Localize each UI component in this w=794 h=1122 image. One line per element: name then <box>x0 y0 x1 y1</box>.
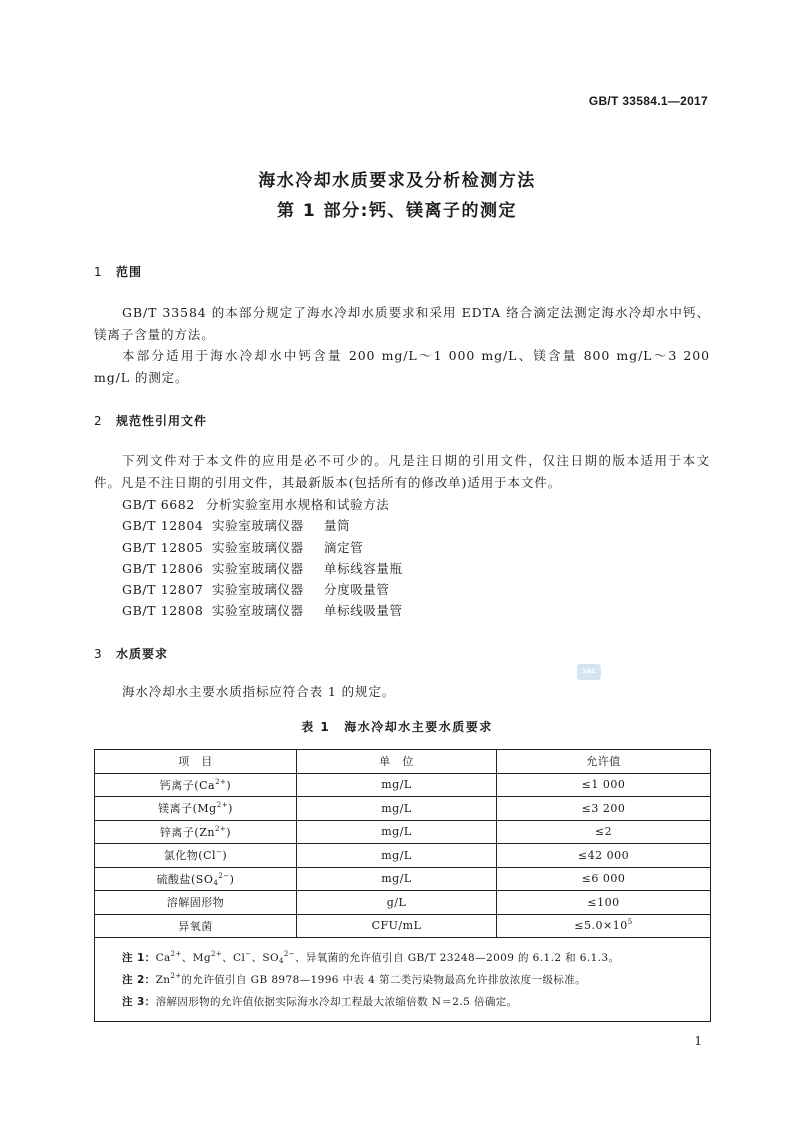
note-1 <box>122 947 710 969</box>
section-number: 2 <box>94 414 103 428</box>
cell-unit: mg/L <box>297 844 497 868</box>
item-superscript: 2− <box>218 871 230 880</box>
reference-item <box>122 580 390 598</box>
section-number: 1 <box>94 265 103 279</box>
cell-value <box>497 914 711 938</box>
document-subtitle: 第 1 部分:钙、镁离子的测定 <box>277 201 517 221</box>
item-suffix: ) <box>226 825 232 839</box>
table-row <box>95 867 711 891</box>
document-title: 海水冷却水质要求及分析检测方法 <box>258 171 536 191</box>
note-2 <box>122 969 710 991</box>
cell-item: 异氧菌 <box>95 914 297 938</box>
item-superscript: − <box>216 848 223 857</box>
table-notes <box>95 938 711 1022</box>
reference-name: 实验室玻璃仪器 <box>212 518 304 533</box>
reference-name: 实验室玻璃仪器 <box>212 582 304 597</box>
item-text: 氯化物(Cl <box>163 849 217 863</box>
reference-item <box>122 559 403 577</box>
table-row <box>95 891 711 915</box>
item-superscript: 2+ <box>215 777 227 786</box>
standard-code: GB/T 33584.1—2017 <box>588 94 708 108</box>
cell-value: ≤3 200 <box>497 797 711 821</box>
table-row <box>95 797 711 821</box>
column-header-item: 项 目 <box>95 750 297 774</box>
cell-item <box>95 867 297 891</box>
item-text: 锌离子(Zn <box>159 825 215 839</box>
table-caption <box>0 718 794 735</box>
reference-code: GB/T 12805 <box>122 540 204 555</box>
note-text: 溶解固形物的允许值依据实际海水冷却工程最大浓缩倍数 N＝2.5 倍确定。 <box>155 996 518 1008</box>
reference-name: 实验室玻璃仪器 <box>212 540 304 555</box>
cell-unit: CFU/mL <box>297 914 497 938</box>
reference-item <box>122 495 389 513</box>
note-label: 注 3： <box>122 996 156 1008</box>
cell-unit: mg/L <box>297 867 497 891</box>
table-row <box>95 820 711 844</box>
note-superscript: 2+ <box>170 950 182 958</box>
note-text: Zn <box>155 974 171 986</box>
note-text: 、Cl <box>222 952 246 964</box>
note-superscript: − <box>245 950 252 958</box>
water-quality-table <box>94 749 711 1022</box>
item-superscript: 2+ <box>216 801 229 810</box>
note-text: Ca <box>155 952 171 964</box>
reference-item <box>122 601 403 619</box>
cell-item <box>95 797 297 821</box>
note-superscript: 2− <box>283 950 295 958</box>
reference-code: GB/T 12808 <box>122 603 204 618</box>
cell-item <box>95 844 297 868</box>
sac-watermark-logo: SAC <box>577 664 601 680</box>
item-suffix: ) <box>228 802 233 816</box>
paragraph: 本部分适用于海水冷却水中钙含量 200 mg/L～1 000 mg/L、镁含量 800 mg/L～3 200 mg/L 的测定。 <box>94 348 710 385</box>
section-heading-water-quality <box>94 645 168 662</box>
note-label: 注 2： <box>122 974 156 986</box>
item-subscript: 4 <box>213 878 219 887</box>
section-heading-scope <box>94 263 142 280</box>
column-header-unit: 单 位 <box>297 750 497 774</box>
table-row <box>95 773 711 797</box>
section-title: 规范性引用文件 <box>116 414 208 428</box>
cell-unit: mg/L <box>297 773 497 797</box>
cell-item: 溶解固形物 <box>95 891 297 915</box>
cell-value: ≤42 000 <box>497 844 711 868</box>
reference-name: 实验室玻璃仪器 <box>212 603 304 618</box>
section-number: 3 <box>94 647 103 661</box>
reference-code: GB/T 12806 <box>122 561 204 576</box>
item-text: 硫酸盐(SO <box>156 872 214 886</box>
cell-item <box>95 820 297 844</box>
note-label: 注 1： <box>122 952 156 964</box>
section-title: 范围 <box>116 265 143 279</box>
note-text: 、Mg <box>181 952 211 964</box>
table-number: 表 1 <box>301 720 331 734</box>
cell-value: ≤100 <box>497 891 711 915</box>
reference-item <box>122 516 350 534</box>
item-text: 镁离子(Mg <box>158 802 217 816</box>
note-text: 的允许值引自 GB 8978—1996 中表 4 第二类污染物最高允许排放浓度一级标准。 <box>181 974 587 986</box>
cell-unit: mg/L <box>297 820 497 844</box>
note-3 <box>122 991 710 1013</box>
section-heading-normative-references <box>94 412 207 429</box>
reference-subject: 单标线吸量管 <box>324 603 403 618</box>
note-superscript: 2+ <box>170 972 182 980</box>
item-suffix: ) <box>226 778 232 792</box>
table-row <box>95 914 711 938</box>
paragraph: GB/T 33584 的本部分规定了海水冷却水质要求和采用 EDTA 络合滴定法测定海水冷却水中钙、镁离子含量的方法。 <box>94 305 710 342</box>
table-header-row <box>95 750 711 774</box>
reference-name: 实验室玻璃仪器 <box>212 561 304 576</box>
value-text: ≤5.0×10 <box>574 919 628 933</box>
reference-subject: 滴定管 <box>324 540 364 555</box>
item-suffix: ) <box>222 849 228 863</box>
note-subscript: 4 <box>278 957 284 965</box>
note-superscript: 2+ <box>210 950 223 958</box>
reference-subject: 单标线容量瓶 <box>324 561 403 576</box>
section-title: 水质要求 <box>116 647 169 661</box>
reference-subject: 量筒 <box>324 518 351 533</box>
reference-name: 分析实验室用水规格和试验方法 <box>206 497 390 512</box>
cell-unit: mg/L <box>297 797 497 821</box>
reference-subject: 分度吸量管 <box>324 582 390 597</box>
page-number: 1 <box>694 1034 702 1048</box>
cell-item <box>95 773 297 797</box>
paragraph: 海水冷却水主要水质指标应符合表 1 的规定。 <box>122 684 396 699</box>
value-superscript: 5 <box>627 918 633 927</box>
cell-value: ≤1 000 <box>497 773 711 797</box>
cell-unit: g/L <box>297 891 497 915</box>
cell-value: ≤6 000 <box>497 867 711 891</box>
column-header-allowed-value: 允许值 <box>497 750 711 774</box>
reference-code: GB/T 12807 <box>122 582 204 597</box>
reference-item <box>122 538 363 556</box>
item-superscript: 2+ <box>214 824 227 833</box>
table-title: 海水冷却水主要水质要求 <box>344 720 493 734</box>
item-text: 钙离子(Ca <box>159 778 216 792</box>
cell-value: ≤2 <box>497 820 711 844</box>
table-notes-row <box>95 938 711 1022</box>
paragraph: 下列文件对于本文件的应用是必不可少的。凡是注日期的引用文件，仅注日期的版本适用于本文件。凡是不注日期的引用文件，其最新版本(包括所有的修改单)适用于本文件。 <box>94 453 710 490</box>
item-suffix: ) <box>229 872 235 886</box>
note-text: 、SO <box>251 952 279 964</box>
table-row <box>95 844 711 868</box>
reference-code: GB/T 6682 <box>122 497 195 512</box>
reference-code: GB/T 12804 <box>122 518 204 533</box>
note-text: 、异氧菌的允许值引自 GB/T 23248—2009 的 6.1.2 和 6.1.3。 <box>294 952 620 964</box>
